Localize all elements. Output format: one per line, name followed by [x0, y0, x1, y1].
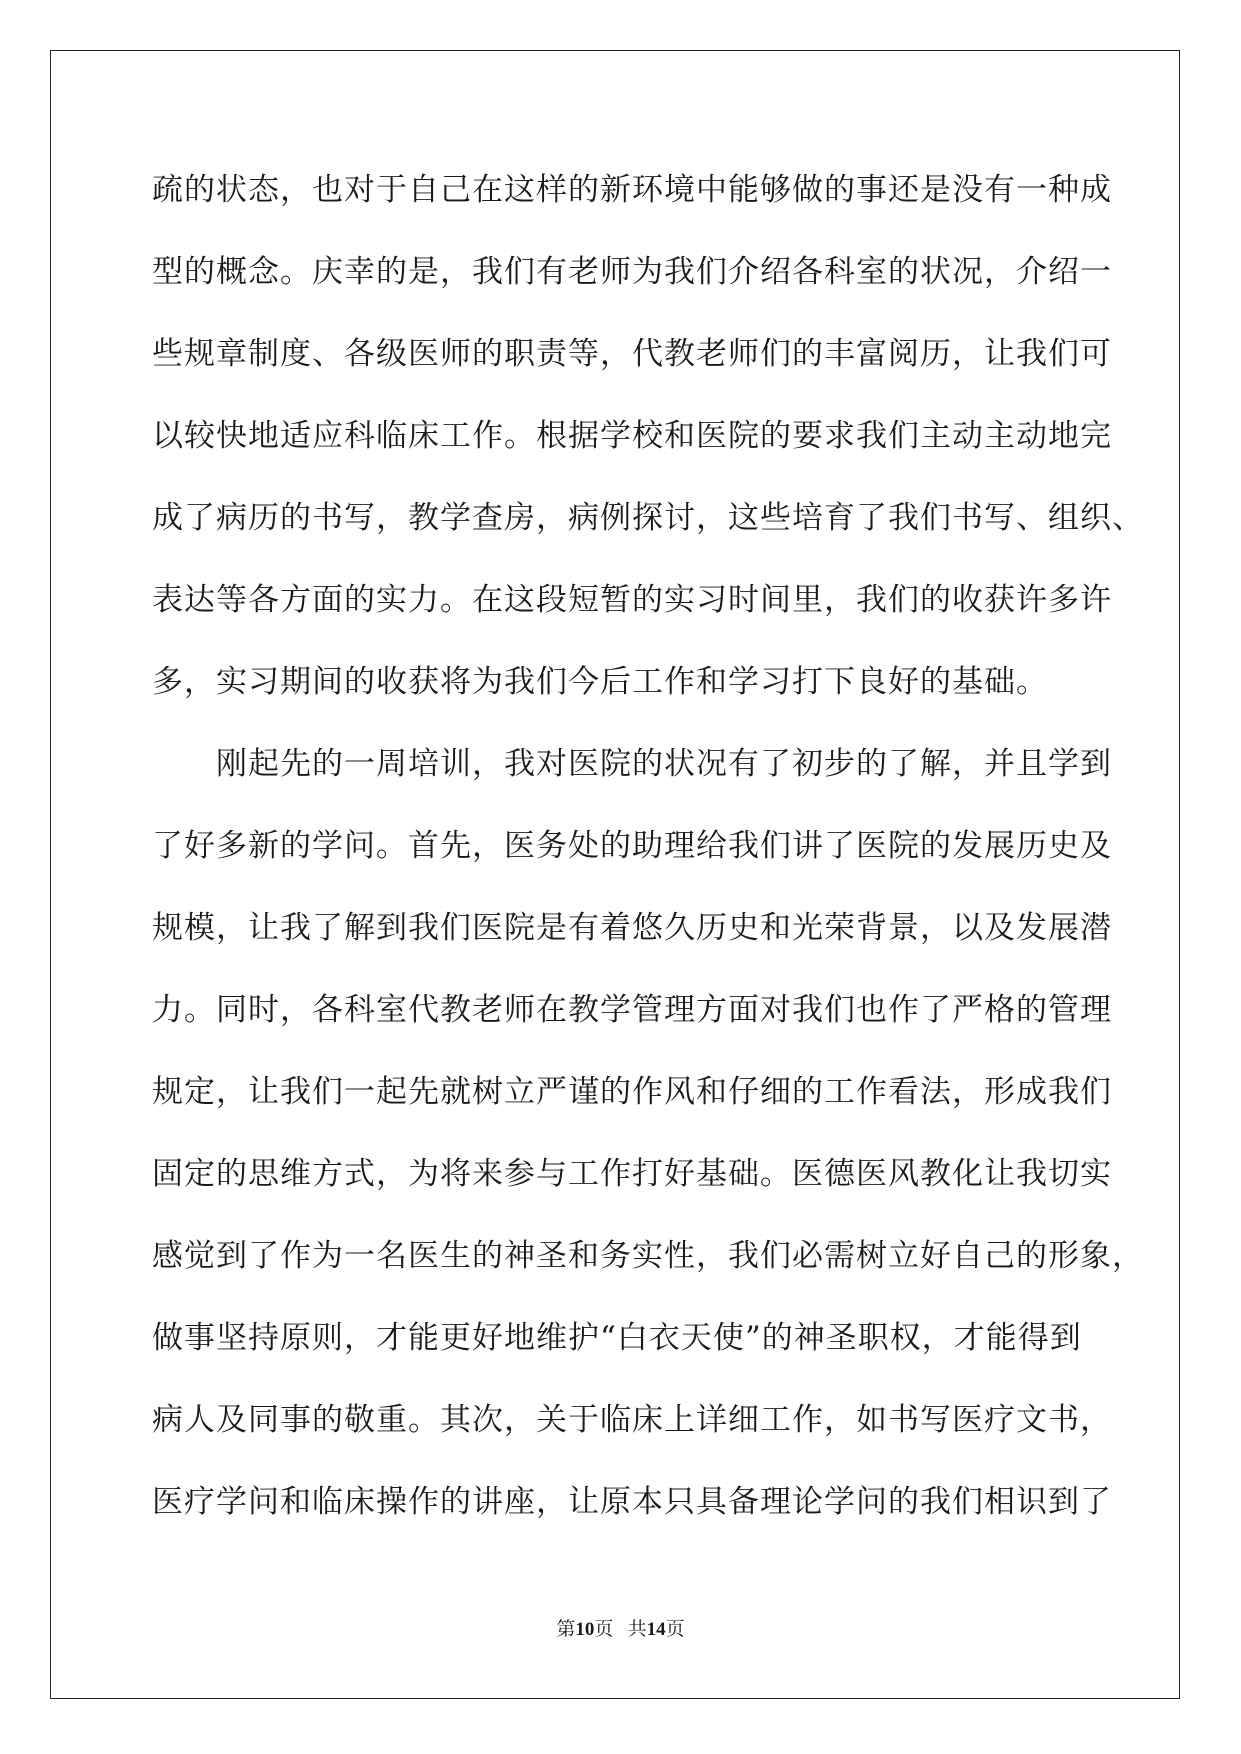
- text-line: 固定的思维方式，为将来参与工作打好基础。医德医风教化让我切实: [152, 1156, 1112, 1192]
- text-line: 规模，让我了解到我们医院是有着悠久历史和光荣背景，以及发展潜: [152, 910, 1112, 946]
- text-line: 了好多新的学问。首先，医务处的助理给我们讲了医院的发展历史及: [152, 828, 1112, 864]
- body-text: [152, 165, 1144, 1559]
- total-pages: 14: [646, 1619, 666, 1640]
- text-line: 多，实习期间的收获将为我们今后工作和学习打下良好的基础。: [152, 664, 1048, 700]
- total-prefix: 共: [627, 1619, 647, 1640]
- text-line: 感觉到了作为一名医生的神圣和务实性，我们必需树立好自己的形象，: [152, 1238, 1144, 1274]
- text-line: 型的概念。庆幸的是，我们有老师为我们介绍各科室的状况，介绍一: [152, 254, 1112, 290]
- page-suffix: 页: [594, 1619, 614, 1640]
- page-footer: [0, 1614, 1241, 1641]
- page-number: 10: [575, 1619, 595, 1640]
- text-line: 规定，让我们一起先就树立严谨的作风和仔细的工作看法，形成我们: [152, 1074, 1112, 1110]
- text-line: 刚起先的一周培训，我对医院的状况有了初步的了解，并且学到: [152, 746, 1112, 782]
- total-suffix: 页: [665, 1619, 685, 1640]
- text-line: 医疗学问和临床操作的讲座，让原本只具备理论学问的我们相识到了: [152, 1484, 1112, 1520]
- text-line: 些规章制度、各级医师的职责等，代教老师们的丰富阅历，让我们可: [152, 336, 1112, 372]
- text-line: 力。同时，各科室代教老师在教学管理方面对我们也作了严格的管理: [152, 992, 1112, 1028]
- text-line: 疏的状态，也对于自己在这样的新环境中能够做的事还是没有一种成: [152, 172, 1112, 208]
- text-line: 成了病历的书写，教学查房，病例探讨，这些培育了我们书写、组织、: [152, 500, 1144, 536]
- page-prefix: 第: [556, 1619, 576, 1640]
- text-line: 病人及同事的敬重。其次，关于临床上详细工作，如书写医疗文书，: [152, 1402, 1112, 1438]
- text-line: 表达等各方面的实力。在这段短暂的实习时间里，我们的收获许多许: [152, 582, 1112, 618]
- text-line: 做事坚持原则，才能更好地维护“白衣天使”的神圣职权，才能得到: [152, 1320, 1082, 1356]
- text-line: 以较快地适应科临床工作。根据学校和医院的要求我们主动主动地完: [152, 418, 1112, 454]
